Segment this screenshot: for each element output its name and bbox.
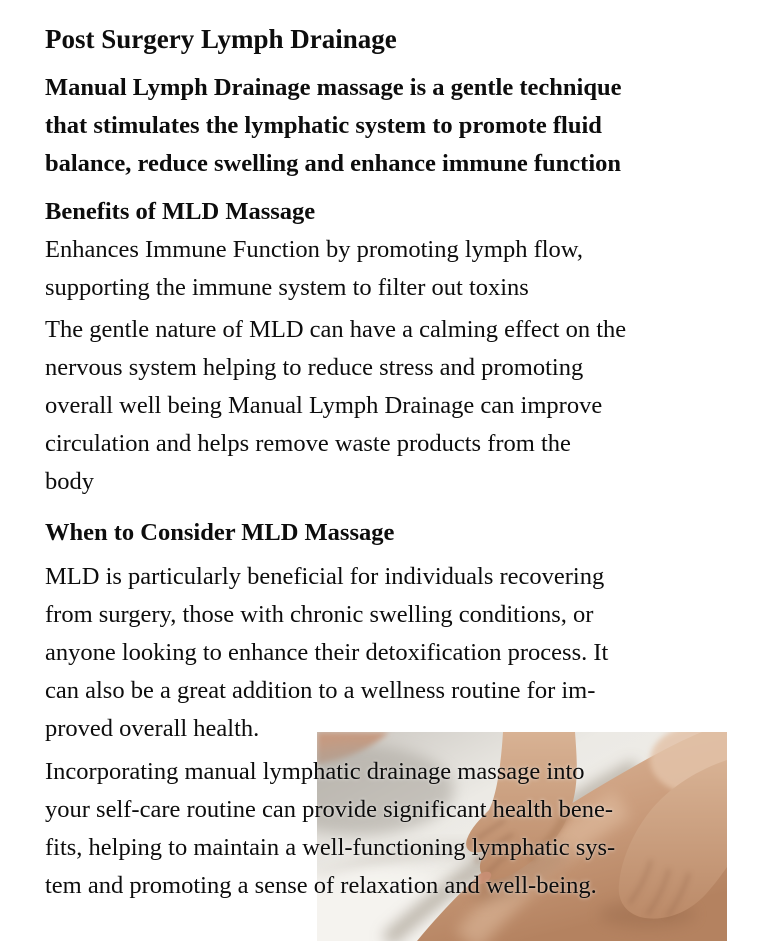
page-title-text: Post Surgery Lymph Drainage <box>45 24 397 54</box>
paragraph-who-benefits <box>45 558 735 748</box>
text-line: circulation and helps remove waste products from the <box>45 430 571 457</box>
text-line: can also be a great addition to a wellness routine for im- <box>45 677 596 704</box>
heading-text: Benefits of MLD Massage <box>45 198 316 225</box>
text-line: nervous system helping to reduce stress and promoting <box>45 354 584 381</box>
text-line: fits, helping to maintain a well-functioning lymphatic sys- <box>45 834 616 861</box>
text-line: MLD is particularly beneficial for individuals recovering <box>45 563 605 590</box>
page-title <box>45 19 735 59</box>
text-line: tem and promoting a sense of relaxation and well-being. <box>45 872 597 899</box>
text-line: balance, reduce swelling and enhance immune function <box>45 150 622 177</box>
text-line: supporting the immune system to filter out toxins <box>45 274 529 301</box>
text-line: anyone looking to enhance their detoxification process. It <box>45 639 609 666</box>
paragraph-immune-function <box>45 231 735 307</box>
text-line: that stimulates the lymphatic system to promote fluid <box>45 112 602 139</box>
paragraph-gentle-nature <box>45 311 735 501</box>
text-line: overall well being Manual Lymph Drainage can improve <box>45 392 603 419</box>
text-line: body <box>45 468 94 495</box>
text-line: proved overall health. <box>45 715 260 742</box>
heading-text: When to Consider MLD Massage <box>45 519 395 546</box>
text-line: from surgery, those with chronic swelling conditions, or <box>45 601 594 628</box>
text-line: Manual Lymph Drainage massage is a gentle technique <box>45 74 622 101</box>
text-line: Enhances Immune Function by promoting lymph flow, <box>45 236 584 263</box>
paragraph-incorporating <box>45 753 735 905</box>
document-content <box>45 19 735 905</box>
text-line: your self-care routine can provide significant health bene- <box>45 796 614 823</box>
text-line: Incorporating manual lymphatic drainage massage into <box>45 758 585 785</box>
heading-when-to-consider <box>45 514 735 552</box>
intro-paragraph-bold <box>45 69 735 183</box>
text-line: The gentle nature of MLD can have a calming effect on the <box>45 316 627 343</box>
heading-benefits <box>45 193 735 231</box>
